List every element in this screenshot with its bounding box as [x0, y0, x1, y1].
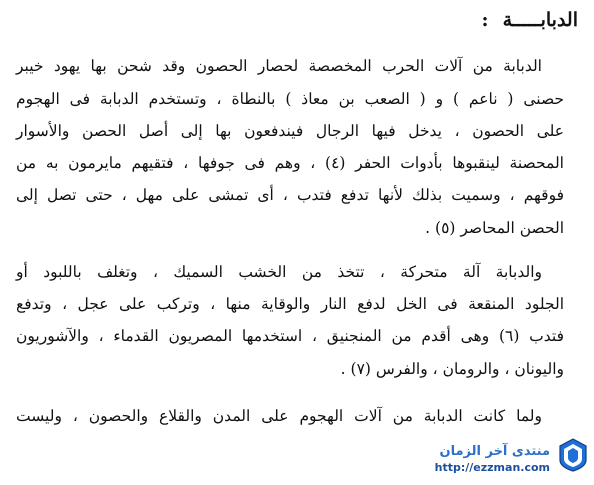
text-line: الجلود المنقعة فى الخل لدفع النار والوقاية منها ، وتركب على عجل ، وتدفع	[16, 295, 564, 313]
section-heading	[482, 8, 578, 32]
shield-logo-icon	[558, 438, 588, 472]
text-line: حصنى ( ناعم ) و ( الصعب بن معاذ ) بالنطاة ، وتستخدم الدبابة فى الهجوم	[16, 90, 564, 108]
text-line: الدبابة من آلات الحرب المخصصة لحصار الحصون وقد شحن بها يهود خيبر	[16, 57, 542, 75]
text-line: فوقهم ، وسميت بذلك لأنها تدفع فتدب ، أى تمشى على مهل ، حتى تصل إلى	[16, 186, 564, 204]
text-line: ولما كانت الدبابة من آلات الهجوم على المدن والقلاع والحصون ، وليست	[16, 407, 542, 425]
text-line: واليونان ، والرومان ، والفرس (٧) .	[340, 360, 564, 378]
text-line: الحصن المحاصر (٥) .	[425, 219, 564, 237]
section-title: الدبابـــــة	[502, 9, 578, 31]
text-line: فتدب (٦) وهى أقدم من المنجنيق ، استخدمها المصريون القدماء ، والآشوريون	[16, 327, 564, 345]
forum-name: منتدى آخر الزمان	[439, 444, 550, 459]
heading-colon: :	[481, 9, 489, 31]
text-line: على الحصون ، يدخل فيها الرجال فيندفعون بها إلى أصل الحصن والأسوار	[16, 122, 564, 140]
forum-url-link[interactable]: http://ezzman.com	[434, 461, 550, 474]
text-line: المحصنة لينقبوها بأدوات الحفر (٤) ، وهم فى جوفها ، فتقيهم مايرمون به من	[16, 154, 564, 172]
text-line: والدبابة آلة متحركة ، تتخذ من الخشب السميك ، وتغلف باللبود أو	[16, 263, 542, 281]
